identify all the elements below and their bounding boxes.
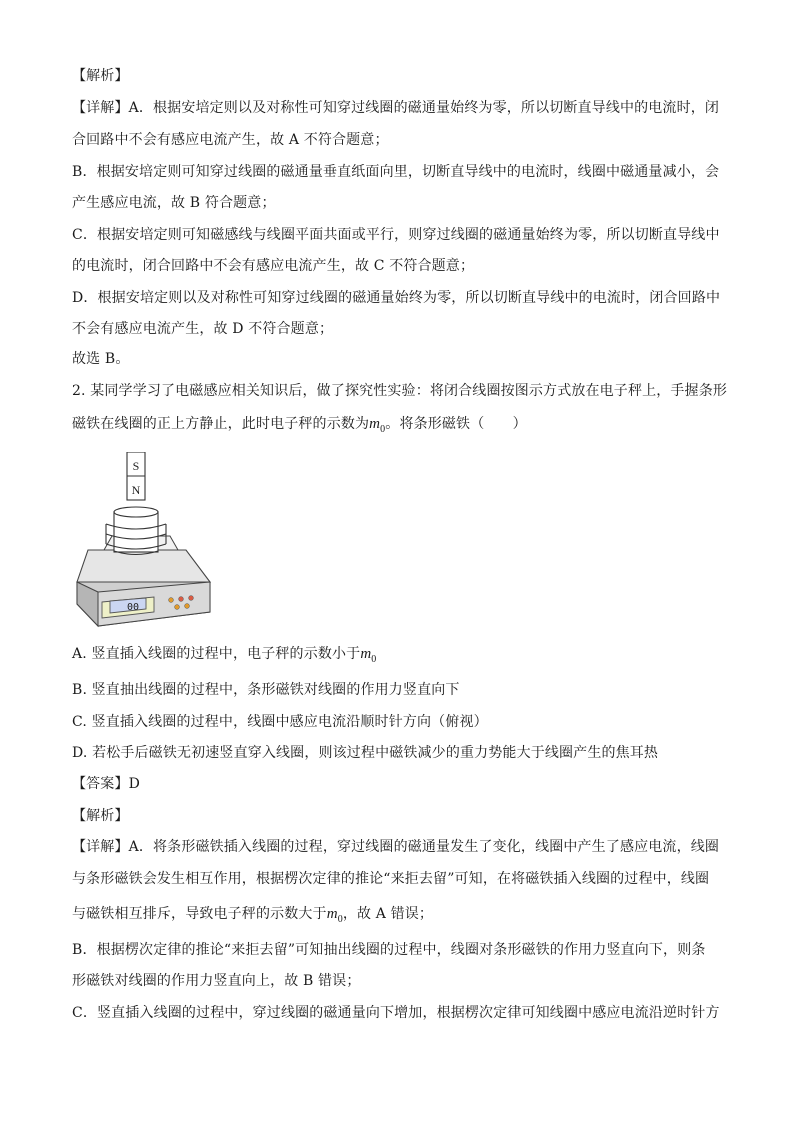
q2-detail-line-4: B．根据楞次定律的推论“来拒去留”可知抽出线圈的过程中，线圈对条形磁铁的作用力竖直向下，则条: [72, 942, 706, 958]
q1-detail-line-4: 产生感应电流，故 B 符合题意；: [72, 195, 276, 211]
scale-coil-magnet-figure: [74, 452, 216, 630]
q1-detail-line-8: 不会有感应电流产生，故 D 不符合题意；: [72, 321, 334, 337]
magnet-n-label: N: [131, 483, 141, 497]
option-b: B. 竖直抽出线圈的过程中，条形磁铁对线圈的作用力竖直向下: [72, 682, 460, 698]
answer-value: D: [128, 776, 140, 792]
bar-magnet: [127, 452, 145, 500]
closed-coil: [106, 507, 166, 555]
q2-detail-line-1: 【详解】A．将条形磁铁插入线圈的过程，穿过线圈的磁通量发生了变化，线圈中产生了感应电流，线圈: [72, 839, 720, 855]
q2-detail-line-5: 形磁铁对线圈的作用力竖直向上，故 B 错误；: [72, 973, 361, 989]
q1-detail-line-1: [72, 98, 719, 118]
answer-line: [72, 774, 140, 794]
option-d: D. 若松手后磁铁无初速竖直穿入线圈，则该过程中磁铁减少的重力势能大于线圈产生的焦耳热: [72, 745, 659, 761]
analysis-heading: 【解析】: [72, 68, 129, 84]
q1-detail-line-6: 的电流时，闭合回路中不会有感应电流产生，故 C 不符合题意；: [72, 258, 475, 274]
magnet-s-label: S: [132, 459, 140, 473]
q2-stem-tail: 。将条形磁铁（ ）: [385, 416, 527, 432]
m0-symbol: $m_0$: [360, 646, 377, 665]
scale-display: 00: [127, 602, 140, 613]
q1-detail-line-7: D．根据安培定则以及对称性可知穿过线圈的磁通量始终为零，所以切断直导线中的电流时，闭合回路中: [72, 290, 721, 306]
m0-symbol: $m_0$: [369, 416, 386, 435]
option-a: A. 竖直插入线圈的过程中，电子秤的示数小于$m_0$: [72, 646, 377, 665]
detail-tag: 【详解】: [72, 100, 129, 116]
q1-detail-line-2: 合回路中不会有感应电流产生，故 A 不符合题意；: [72, 132, 389, 148]
q1-detail-line-5: C．根据安培定则可知磁感线与线圈平面共面或平行，则穿过线圈的磁通量始终为零，所以切断直导线中: [72, 227, 720, 243]
q1-detail-line-3: B．根据安培定则可知穿过线圈的磁通量垂直纸面向里，切断直导线中的电流时，线圈中磁通量减小，会: [72, 164, 720, 180]
q2-detail-line-2: 与条形磁铁会发生相互作用，根据楞次定律的推论“来拒去留”可知，在将磁铁插入线圈的过程中，线圈: [72, 871, 710, 887]
q2-stem-line-2: [72, 414, 527, 440]
m0-symbol: $m_0$: [326, 906, 343, 925]
q2-stem-text: 磁铁在线圈的正上方静止，此时电子秤的示数为: [72, 416, 370, 432]
detail-tag: 【详解】: [72, 839, 129, 855]
q2-detail-line-6: C．竖直插入线圈的过程中，穿过线圈的磁通量向下增加，根据楞次定律可知线圈中感应电流沿逆时针方: [72, 1005, 720, 1021]
q2-stem-line-1: 2. 某同学学习了电磁感应相关知识后，做了探究性实验：将闭合线圈按图示方式放在电子秤上，手握条形: [72, 383, 728, 399]
answer-tag: 【答案】: [72, 776, 129, 792]
option-c: C. 竖直插入线圈的过程中，线圈中感应电流沿顺时针方向（俯视）: [72, 714, 488, 730]
analysis-heading: 【解析】: [72, 808, 129, 824]
q1-detail-text-1: A．根据安培定则以及对称性可知穿过线圈的磁通量始终为零，所以切断直导线中的电流时，闭: [128, 100, 720, 116]
q1-conclusion: 故选 B。: [72, 351, 130, 367]
q2-detail-line-3: 与磁铁相互排斥，导致电子秤的示数大于$m_0$，故 A 错误；: [72, 906, 434, 925]
